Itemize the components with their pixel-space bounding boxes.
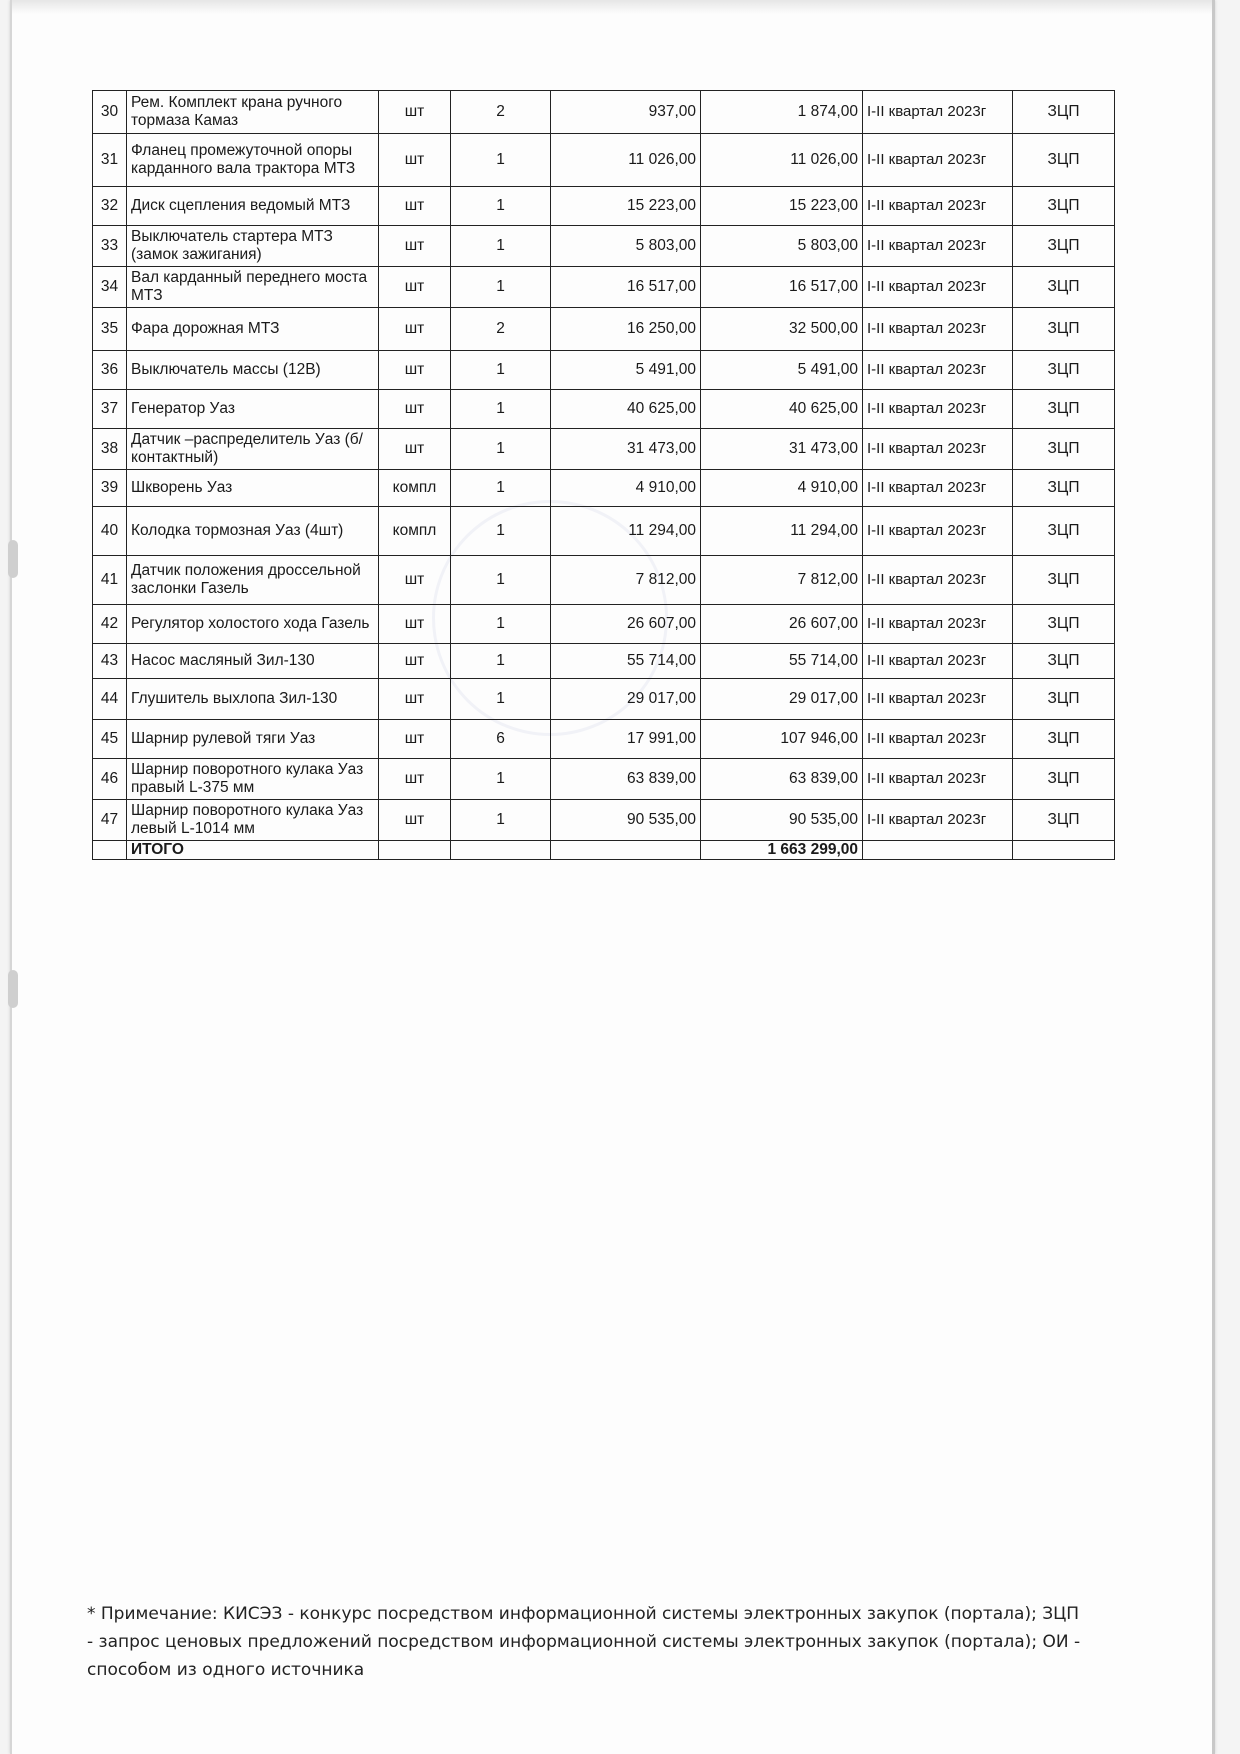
item-name: Генератор Уаз — [127, 390, 379, 429]
row-number: 39 — [93, 470, 127, 507]
procurement-method: ЗЦП — [1013, 679, 1115, 720]
total-value: 1 663 299,00 — [701, 841, 863, 860]
quantity: 1 — [451, 187, 551, 226]
item-name: Регулятор холостого хода Газель — [127, 605, 379, 644]
line-total: 29 017,00 — [701, 679, 863, 720]
unit-price: 11 026,00 — [551, 134, 701, 187]
item-name: Шкворень Уаз — [127, 470, 379, 507]
delivery-period: I-II квартал 2023г — [863, 759, 1013, 800]
quantity: 1 — [451, 679, 551, 720]
quantity: 1 — [451, 267, 551, 308]
table-row — [93, 720, 1115, 759]
table-row — [93, 351, 1115, 390]
unit: шт — [379, 308, 451, 351]
row-number: 37 — [93, 390, 127, 429]
unit: шт — [379, 267, 451, 308]
table-row — [93, 134, 1115, 187]
total-cell-empty — [551, 841, 701, 860]
table-row — [93, 679, 1115, 720]
footnote: * Примечание: КИСЭЗ - конкурс посредством информационной системы электронных закупок (портала); ЗЦП - запрос ценовых предложений посредством информационной системы электронных закупок (портала); ОИ - способом из одного источника — [87, 1604, 1081, 1680]
delivery-period: I-II квартал 2023г — [863, 308, 1013, 351]
line-total: 63 839,00 — [701, 759, 863, 800]
punch-hole-mark — [8, 540, 18, 578]
scan-edge — [12, 0, 1212, 14]
punch-hole-mark — [8, 970, 18, 1008]
line-total: 90 535,00 — [701, 800, 863, 841]
table-row — [93, 429, 1115, 470]
unit: шт — [379, 390, 451, 429]
unit: шт — [379, 187, 451, 226]
unit-price: 7 812,00 — [551, 556, 701, 605]
delivery-period: I-II квартал 2023г — [863, 679, 1013, 720]
procurement-method: ЗЦП — [1013, 759, 1115, 800]
procurement-method: ЗЦП — [1013, 187, 1115, 226]
row-number: 46 — [93, 759, 127, 800]
delivery-period: I-II квартал 2023г — [863, 800, 1013, 841]
unit: шт — [379, 226, 451, 267]
unit-price: 40 625,00 — [551, 390, 701, 429]
item-name: Фара дорожная МТЗ — [127, 308, 379, 351]
total-cell-empty — [379, 841, 451, 860]
unit-price: 17 991,00 — [551, 720, 701, 759]
line-total: 40 625,00 — [701, 390, 863, 429]
row-number: 45 — [93, 720, 127, 759]
row-number: 30 — [93, 91, 127, 134]
unit-price: 26 607,00 — [551, 605, 701, 644]
procurement-method: ЗЦП — [1013, 351, 1115, 390]
table-row — [93, 187, 1115, 226]
delivery-period: I-II квартал 2023г — [863, 267, 1013, 308]
procurement-method: ЗЦП — [1013, 134, 1115, 187]
unit-price: 31 473,00 — [551, 429, 701, 470]
line-total: 31 473,00 — [701, 429, 863, 470]
table-row — [93, 644, 1115, 679]
table-row — [93, 507, 1115, 556]
row-number: 32 — [93, 187, 127, 226]
procurement-method: ЗЦП — [1013, 556, 1115, 605]
quantity: 1 — [451, 390, 551, 429]
delivery-period: I-II квартал 2023г — [863, 605, 1013, 644]
item-name: Датчик –распределитель Уаз (б/контактный) — [127, 429, 379, 470]
table-row — [93, 226, 1115, 267]
row-number: 44 — [93, 679, 127, 720]
procurement-method: ЗЦП — [1013, 470, 1115, 507]
line-total: 7 812,00 — [701, 556, 863, 605]
item-name: Рем. Комплект крана ручного тормаза Камаз — [127, 91, 379, 134]
total-cell-empty — [451, 841, 551, 860]
procurement-method: ЗЦП — [1013, 429, 1115, 470]
unit: шт — [379, 134, 451, 187]
delivery-period: I-II квартал 2023г — [863, 226, 1013, 267]
unit-price: 63 839,00 — [551, 759, 701, 800]
quantity: 1 — [451, 226, 551, 267]
procurement-method: ЗЦП — [1013, 644, 1115, 679]
unit-price: 5 491,00 — [551, 351, 701, 390]
line-total: 26 607,00 — [701, 605, 863, 644]
unit-price: 937,00 — [551, 91, 701, 134]
table-row — [93, 800, 1115, 841]
line-total: 5 803,00 — [701, 226, 863, 267]
row-number: 47 — [93, 800, 127, 841]
table-row — [93, 267, 1115, 308]
item-name: Шарнир рулевой тяги Уаз — [127, 720, 379, 759]
unit: компл — [379, 507, 451, 556]
total-cell-empty — [863, 841, 1013, 860]
unit: компл — [379, 470, 451, 507]
delivery-period: I-II квартал 2023г — [863, 720, 1013, 759]
table-row — [93, 605, 1115, 644]
line-total: 4 910,00 — [701, 470, 863, 507]
quantity: 2 — [451, 91, 551, 134]
row-number: 33 — [93, 226, 127, 267]
line-total: 32 500,00 — [701, 308, 863, 351]
item-name: Шарнир поворотного кулака Уаз правый L-375 мм — [127, 759, 379, 800]
item-name: Фланец промежуточной опоры карданного вала трактора МТЗ — [127, 134, 379, 187]
item-name: Выключатель массы (12В) — [127, 351, 379, 390]
quantity: 1 — [451, 800, 551, 841]
document-page — [10, 0, 1215, 1754]
table-row — [93, 390, 1115, 429]
quantity: 2 — [451, 308, 551, 351]
procurement-method: ЗЦП — [1013, 800, 1115, 841]
line-total: 55 714,00 — [701, 644, 863, 679]
table-row — [93, 308, 1115, 351]
row-number: 31 — [93, 134, 127, 187]
quantity: 1 — [451, 134, 551, 187]
item-name: Насос масляный Зил-130 — [127, 644, 379, 679]
unit-price: 15 223,00 — [551, 187, 701, 226]
delivery-period: I-II квартал 2023г — [863, 91, 1013, 134]
delivery-period: I-II квартал 2023г — [863, 429, 1013, 470]
line-total: 5 491,00 — [701, 351, 863, 390]
table-row — [93, 759, 1115, 800]
procurement-method: ЗЦП — [1013, 267, 1115, 308]
row-number: 36 — [93, 351, 127, 390]
line-total: 11 026,00 — [701, 134, 863, 187]
item-name: Шарнир поворотного кулака Уаз левый L-1014 мм — [127, 800, 379, 841]
item-name: Вал карданный переднего моста МТЗ — [127, 267, 379, 308]
procurement-method: ЗЦП — [1013, 390, 1115, 429]
table-row — [93, 91, 1115, 134]
quantity: 1 — [451, 507, 551, 556]
unit: шт — [379, 429, 451, 470]
row-number: 41 — [93, 556, 127, 605]
row-number: 34 — [93, 267, 127, 308]
quantity: 1 — [451, 605, 551, 644]
quantity: 1 — [451, 351, 551, 390]
unit: шт — [379, 644, 451, 679]
unit-price: 16 517,00 — [551, 267, 701, 308]
row-number: 35 — [93, 308, 127, 351]
line-total: 15 223,00 — [701, 187, 863, 226]
unit: шт — [379, 556, 451, 605]
unit-price: 11 294,00 — [551, 507, 701, 556]
total-cell-empty — [1013, 841, 1115, 860]
unit-price: 29 017,00 — [551, 679, 701, 720]
delivery-period: I-II квартал 2023г — [863, 134, 1013, 187]
item-name: Выключатель стартера МТЗ (замок зажигания) — [127, 226, 379, 267]
delivery-period: I-II квартал 2023г — [863, 187, 1013, 226]
line-total: 11 294,00 — [701, 507, 863, 556]
delivery-period: I-II квартал 2023г — [863, 507, 1013, 556]
quantity: 1 — [451, 644, 551, 679]
quantity: 1 — [451, 470, 551, 507]
unit: шт — [379, 351, 451, 390]
delivery-period: I-II квартал 2023г — [863, 390, 1013, 429]
unit-price: 90 535,00 — [551, 800, 701, 841]
quantity: 6 — [451, 720, 551, 759]
total-cell-empty — [93, 841, 127, 860]
unit-price: 55 714,00 — [551, 644, 701, 679]
delivery-period: I-II квартал 2023г — [863, 644, 1013, 679]
procurement-method: ЗЦП — [1013, 226, 1115, 267]
unit: шт — [379, 91, 451, 134]
procurement-method: ЗЦП — [1013, 308, 1115, 351]
unit: шт — [379, 759, 451, 800]
delivery-period: I-II квартал 2023г — [863, 351, 1013, 390]
table-row — [93, 470, 1115, 507]
unit: шт — [379, 605, 451, 644]
line-total: 16 517,00 — [701, 267, 863, 308]
quantity: 1 — [451, 429, 551, 470]
procurement-method: ЗЦП — [1013, 507, 1115, 556]
row-number: 38 — [93, 429, 127, 470]
item-name: Глушитель выхлопа Зил-130 — [127, 679, 379, 720]
table-row — [93, 556, 1115, 605]
procurement-method: ЗЦП — [1013, 720, 1115, 759]
line-total: 107 946,00 — [701, 720, 863, 759]
unit: шт — [379, 720, 451, 759]
line-total: 1 874,00 — [701, 91, 863, 134]
table-body — [93, 91, 1115, 841]
total-label: ИТОГО — [127, 841, 379, 860]
unit-price: 4 910,00 — [551, 470, 701, 507]
row-number: 42 — [93, 605, 127, 644]
unit-price: 5 803,00 — [551, 226, 701, 267]
unit-price: 16 250,00 — [551, 308, 701, 351]
unit: шт — [379, 679, 451, 720]
procurement-method: ЗЦП — [1013, 91, 1115, 134]
item-name: Диск сцепления ведомый МТЗ — [127, 187, 379, 226]
item-name: Датчик положения дроссельной заслонки Газель — [127, 556, 379, 605]
item-name: Колодка тормозная Уаз (4шт) — [127, 507, 379, 556]
row-number: 43 — [93, 644, 127, 679]
unit: шт — [379, 800, 451, 841]
total-row — [93, 841, 1115, 860]
row-number: 40 — [93, 507, 127, 556]
goods-table — [92, 90, 1115, 860]
procurement-method: ЗЦП — [1013, 605, 1115, 644]
quantity: 1 — [451, 759, 551, 800]
delivery-period: I-II квартал 2023г — [863, 470, 1013, 507]
quantity: 1 — [451, 556, 551, 605]
delivery-period: I-II квартал 2023г — [863, 556, 1013, 605]
